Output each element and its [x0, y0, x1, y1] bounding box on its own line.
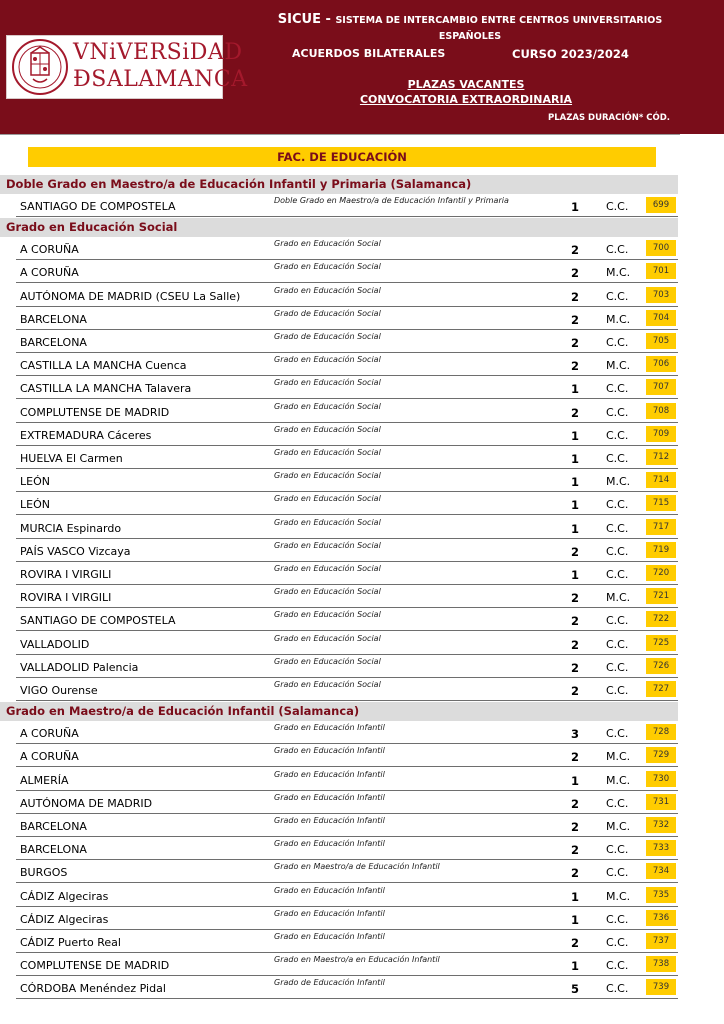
code-badge: 735: [646, 887, 676, 903]
university-seal-icon: [11, 38, 69, 96]
university-name: A CORUÑA: [20, 266, 79, 279]
university-name: MURCIA Espinardo: [20, 522, 122, 535]
table-row: [16, 632, 678, 655]
table-row: [16, 400, 678, 423]
degree-name: Grado en Educación Infantil: [274, 909, 385, 918]
places-count: 1: [570, 890, 579, 904]
university-name: PAÍS VASCO Vizcaya: [20, 545, 131, 558]
code-badge: 712: [646, 449, 676, 465]
duration: C.C.: [606, 406, 629, 419]
places-count: 1: [570, 774, 579, 788]
degree-name: Grado en Educación Social: [274, 680, 381, 689]
table-row: [16, 585, 678, 608]
table-row: [16, 721, 678, 744]
duration: C.C.: [606, 797, 629, 810]
university-name: VIGO Ourense: [20, 684, 98, 697]
university-name: SANTIAGO DE COMPOSTELA: [20, 200, 176, 213]
degree-name: Grado en Educación Infantil: [274, 723, 385, 732]
code-badge: 719: [646, 542, 676, 558]
university-name: ALMERÍA: [20, 774, 69, 787]
table-row: [16, 860, 678, 883]
places-count: 1: [570, 568, 579, 582]
duration: C.C.: [606, 982, 629, 995]
degree-name: Grado en Educación Social: [274, 286, 381, 295]
duration: C.C.: [606, 290, 629, 303]
code-badge: 731: [646, 794, 676, 810]
section-header: Grado en Educación Social: [0, 218, 678, 237]
table-row: [16, 884, 678, 907]
degree-name: Grado en Educación Social: [274, 471, 381, 480]
table-row: [16, 539, 678, 562]
degree-name: Grado en Educación Social: [274, 518, 381, 527]
table-row: [16, 953, 678, 976]
code-badge: 707: [646, 379, 676, 395]
places-count: 2: [570, 684, 579, 698]
degree-name: Doble Grado en Maestro/a de Educación Infantil y Primaria: [274, 196, 509, 205]
code-badge: 738: [646, 956, 676, 972]
agreements-label: ACUERDOS BILATERALES: [292, 47, 446, 60]
duration: M.C.: [606, 750, 631, 763]
university-name: EXTREMADURA Cáceres: [20, 429, 152, 442]
places-count: 1: [570, 913, 579, 927]
places-count: 2: [570, 336, 579, 350]
duration: M.C.: [606, 359, 631, 372]
duration: C.C.: [606, 522, 629, 535]
university-name: CÁDIZ Puerto Real: [20, 936, 121, 949]
code-badge: 739: [646, 979, 676, 995]
degree-name: Grado en Educación Infantil: [274, 746, 385, 755]
places-count: 2: [570, 661, 579, 675]
university-name: ROVIRA I VIRGILI: [20, 591, 112, 604]
code-badge: 728: [646, 724, 676, 740]
table-row: [16, 492, 678, 515]
section-header: Grado en Maestro/a de Educación Infantil (Salamanca): [0, 702, 678, 721]
degree-name: Grado en Educación Social: [274, 610, 381, 619]
duration: M.C.: [606, 890, 631, 903]
university-name: CÓRDOBA Menéndez Pidal: [20, 982, 166, 995]
university-name: CASTILLA LA MANCHA Cuenca: [20, 359, 187, 372]
table-row: [16, 469, 678, 492]
table-row: [16, 608, 678, 631]
code-badge: 733: [646, 840, 676, 856]
table-row: [16, 907, 678, 930]
duration: C.C.: [606, 336, 629, 349]
places-count: 2: [570, 591, 579, 605]
table-row: [16, 423, 678, 446]
duration: C.C.: [606, 913, 629, 926]
duration: M.C.: [606, 313, 631, 326]
places-count: 1: [570, 522, 579, 536]
degree-name: Grado en Educación Social: [274, 239, 381, 248]
duration: C.C.: [606, 382, 629, 395]
duration: C.C.: [606, 661, 629, 674]
duration: C.C.: [606, 866, 629, 879]
code-badge: 700: [646, 240, 676, 256]
degree-name: Grado en Educación Infantil: [274, 886, 385, 895]
degree-name: Grado en Educación Infantil: [274, 770, 385, 779]
places-count: 2: [570, 266, 579, 280]
university-name: COMPLUTENSE DE MADRID: [20, 406, 170, 419]
section-header: Doble Grado en Maestro/a de Educación Infantil y Primaria (Salamanca): [0, 175, 678, 194]
university-name: BARCELONA: [20, 843, 87, 856]
degree-name: Grado en Educación Infantil: [274, 839, 385, 848]
code-badge: 734: [646, 863, 676, 879]
code-badge: 717: [646, 519, 676, 535]
places-count: 2: [570, 313, 579, 327]
code-badge: 706: [646, 356, 676, 372]
duration: M.C.: [606, 266, 631, 279]
duration: C.C.: [606, 959, 629, 972]
university-name: BARCELONA: [20, 313, 87, 326]
table-row: [16, 260, 678, 283]
degree-name: Grado en Educación Social: [274, 355, 381, 364]
code-badge: 701: [646, 263, 676, 279]
code-badge: 737: [646, 933, 676, 949]
degree-name: Grado en Maestro/a de Educación Infantil: [274, 862, 440, 871]
duration: C.C.: [606, 498, 629, 511]
places-count: 3: [570, 727, 579, 741]
duration: C.C.: [606, 727, 629, 740]
header-divider: [0, 134, 680, 135]
university-logo: [6, 35, 248, 99]
table-row: [16, 284, 678, 307]
university-name: SANTIAGO DE COMPOSTELA: [20, 614, 176, 627]
duration: C.C.: [606, 684, 629, 697]
duration: M.C.: [606, 475, 631, 488]
code-badge: 726: [646, 658, 676, 674]
degree-name: Grado en Educación Social: [274, 448, 381, 457]
table-row: [16, 562, 678, 585]
places-count: 2: [570, 843, 579, 857]
places-count: 5: [570, 982, 579, 996]
places-count: 2: [570, 797, 579, 811]
table-row: [16, 976, 678, 999]
table-row: [16, 376, 678, 399]
table-row: [16, 930, 678, 953]
table-row: [16, 330, 678, 353]
code-badge: 705: [646, 333, 676, 349]
table-row: [16, 516, 678, 539]
degree-name: Grado en Educación Social: [274, 378, 381, 387]
duration: M.C.: [606, 591, 631, 604]
code-badge: 736: [646, 910, 676, 926]
university-name: A CORUÑA: [20, 750, 79, 763]
logo-wordmark-line2: ÐSALAMANCA: [73, 67, 248, 92]
degree-name: Grado en Educación Infantil: [274, 932, 385, 941]
university-name: A CORUÑA: [20, 727, 79, 740]
duration: C.C.: [606, 638, 629, 651]
table-row: [16, 655, 678, 678]
university-name: LEÓN: [20, 475, 50, 488]
code-badge: 703: [646, 287, 676, 303]
places-count: 1: [570, 959, 579, 973]
university-name: VALLADOLID Palencia: [20, 661, 139, 674]
table-row: [16, 678, 678, 701]
university-name: AUTÓNOMA DE MADRID: [20, 797, 153, 810]
code-badge: 708: [646, 403, 676, 419]
table-row: [16, 837, 678, 860]
program-acronym: SICUE -: [277, 12, 331, 27]
places-count: 1: [570, 475, 579, 489]
places-count: 2: [570, 866, 579, 880]
degree-name: Grado en Educación Social: [274, 494, 381, 503]
code-badge: 720: [646, 565, 676, 581]
places-count: 1: [570, 498, 579, 512]
degree-name: Grado en Educación Social: [274, 657, 381, 666]
academic-year: CURSO 2023/2024: [512, 47, 629, 61]
duration: M.C.: [606, 820, 631, 833]
places-count: 2: [570, 936, 579, 950]
university-name: A CORUÑA: [20, 243, 79, 256]
duration: C.C.: [606, 545, 629, 558]
code-badge: 699: [646, 197, 676, 213]
code-badge: 730: [646, 771, 676, 787]
degree-name: Grado en Educación Social: [274, 425, 381, 434]
code-badge: 722: [646, 611, 676, 627]
document-header: [0, 0, 724, 134]
university-name: CÁDIZ Algeciras: [20, 913, 109, 926]
code-badge: 721: [646, 588, 676, 604]
code-badge: 729: [646, 747, 676, 763]
duration: C.C.: [606, 429, 629, 442]
program-full-name: SISTEMA DE INTERCAMBIO ENTRE CENTROS UNIVERSITARIOS: [335, 15, 663, 26]
program-title: [240, 12, 700, 27]
degree-name: Grado en Educación Social: [274, 564, 381, 573]
university-name: HUELVA El Carmen: [20, 452, 123, 465]
code-badge: 732: [646, 817, 676, 833]
places-count: 2: [570, 614, 579, 628]
table-row: [16, 814, 678, 837]
code-badge: 725: [646, 635, 676, 651]
places-count: 2: [570, 359, 579, 373]
places-count: 1: [570, 429, 579, 443]
table-row: [16, 768, 678, 791]
places-count: 2: [570, 820, 579, 834]
code-badge: 709: [646, 426, 676, 442]
column-headers: PLAZAS DURACIÓN* CÓD.: [548, 113, 671, 123]
duration: C.C.: [606, 936, 629, 949]
places-count: 1: [570, 452, 579, 466]
code-badge: 714: [646, 472, 676, 488]
university-name: ROVIRA I VIRGILI: [20, 568, 112, 581]
places-count: 2: [570, 545, 579, 559]
places-count: 1: [570, 382, 579, 396]
university-name: LEÓN: [20, 498, 50, 511]
logo-wordmark-line1: VNiVERSiDAD: [73, 40, 243, 65]
faculty-banner: FAC. DE EDUCACIÓN: [28, 147, 656, 167]
duration: C.C.: [606, 200, 629, 213]
university-name: BURGOS: [20, 866, 68, 879]
places-count: 2: [570, 750, 579, 764]
degree-name: Grado en Educación Social: [274, 587, 381, 596]
table-row: [16, 353, 678, 376]
university-name: BARCELONA: [20, 336, 87, 349]
code-badge: 727: [646, 681, 676, 697]
degree-name: Grado en Educación Social: [274, 262, 381, 271]
program-title-line2: ESPAÑOLES: [438, 31, 502, 42]
degree-name: Grado en Maestro/a en Educación Infantil: [274, 955, 440, 964]
university-name: CASTILLA LA MANCHA Talavera: [20, 382, 192, 395]
table-row: [16, 791, 678, 814]
code-badge: 715: [646, 495, 676, 511]
places-count: 2: [570, 290, 579, 304]
duration: M.C.: [606, 774, 631, 787]
degree-name: Grado en Educación Social: [274, 402, 381, 411]
degree-name: Grado en Educación Social: [274, 634, 381, 643]
university-name: CÁDIZ Algeciras: [20, 890, 109, 903]
table-row: [16, 744, 678, 767]
duration: C.C.: [606, 243, 629, 256]
degree-name: Grado en Educación Infantil: [274, 793, 385, 802]
degree-name: Grado de Educación Social: [274, 332, 381, 341]
university-name: COMPLUTENSE DE MADRID: [20, 959, 170, 972]
duration: C.C.: [606, 843, 629, 856]
degree-name: Grado de Educación Infantil: [274, 978, 385, 987]
university-name: BARCELONA: [20, 820, 87, 833]
duration: C.C.: [606, 452, 629, 465]
places-count: 1: [570, 200, 579, 214]
degree-name: Grado en Educación Infantil: [274, 816, 385, 825]
degree-name: Grado en Educación Social: [274, 541, 381, 550]
university-name: AUTÓNOMA DE MADRID (CSEU La Salle): [20, 290, 241, 303]
code-badge: 704: [646, 310, 676, 326]
table-row: [16, 237, 678, 260]
table-row: [16, 194, 678, 217]
vacancies-heading: PLAZAS VACANTES: [407, 78, 525, 91]
places-count: 2: [570, 406, 579, 420]
duration: C.C.: [606, 614, 629, 627]
call-heading: CONVOCATORIA EXTRAORDINARIA: [359, 93, 573, 106]
places-count: 2: [570, 638, 579, 652]
duration: C.C.: [606, 568, 629, 581]
university-name: VALLADOLID: [20, 638, 90, 651]
degree-name: Grado de Educación Social: [274, 309, 381, 318]
table-row: [16, 446, 678, 469]
table-row: [16, 307, 678, 330]
places-count: 2: [570, 243, 579, 257]
